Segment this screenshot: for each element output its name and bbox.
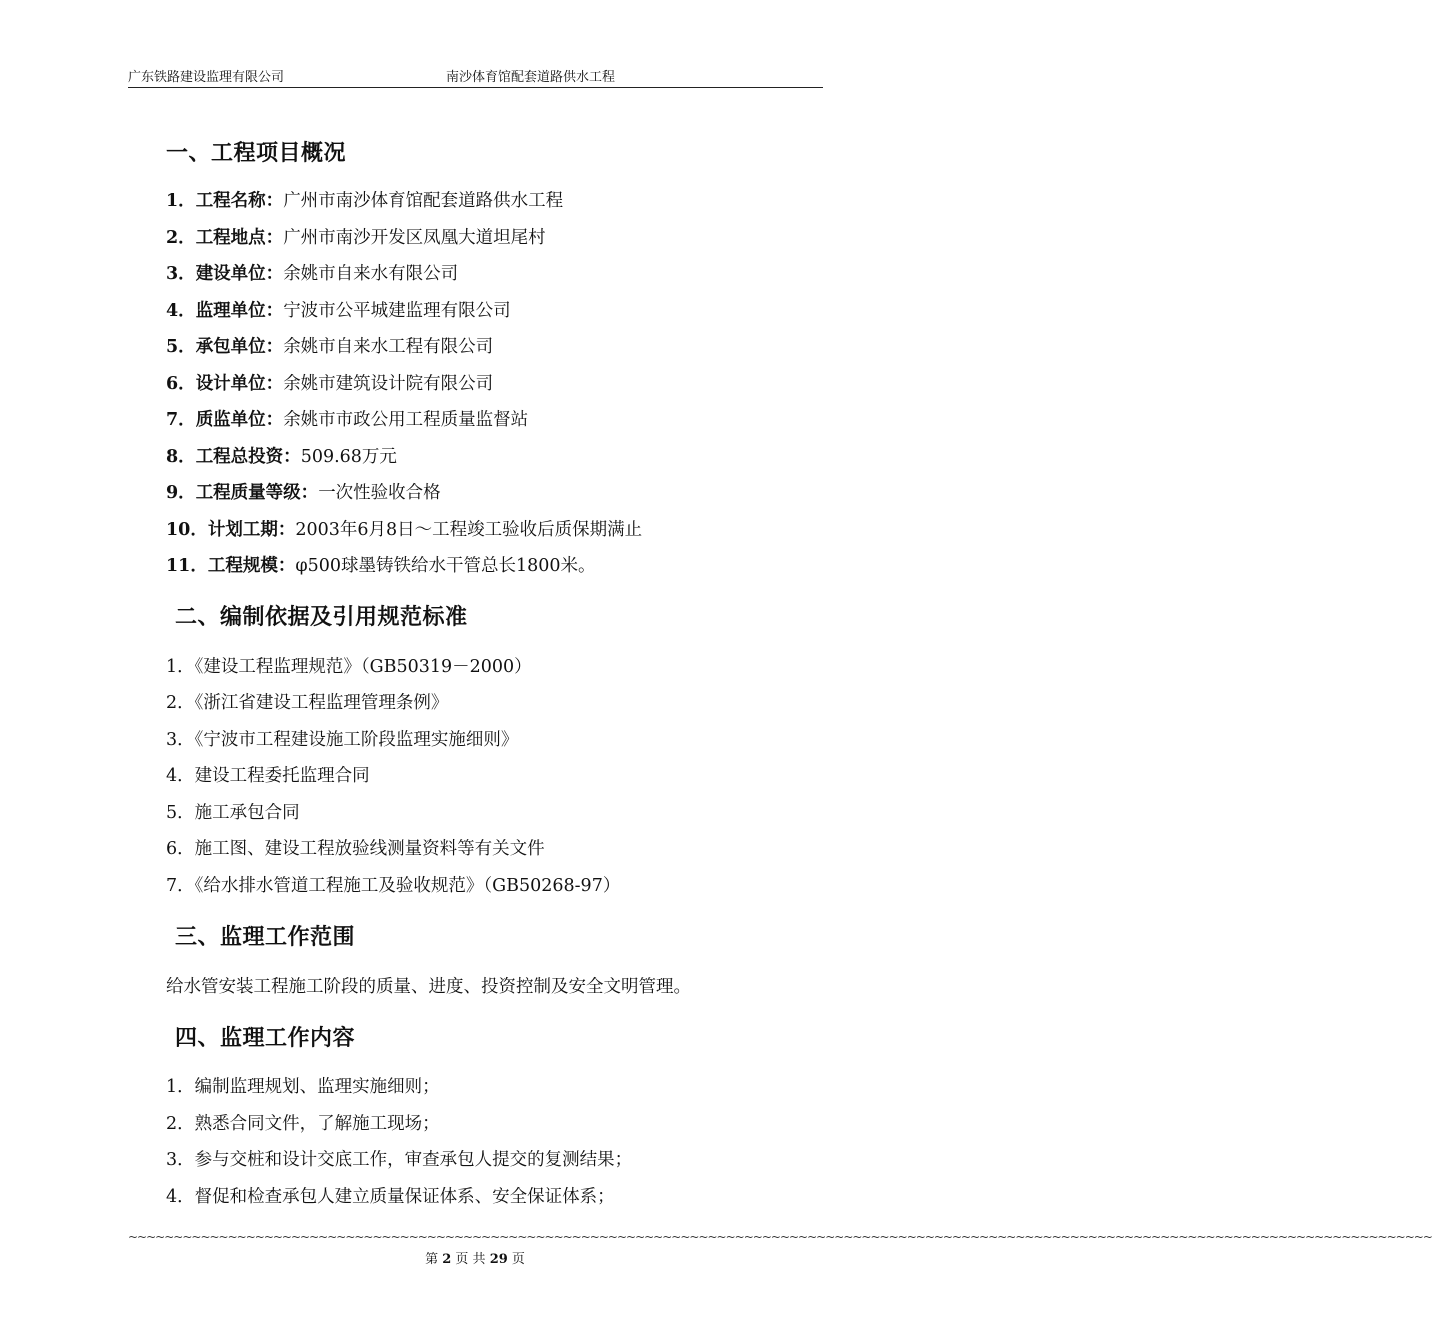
basis-item: 1．《建设工程监理规范》（GB50319－2000） xyxy=(166,657,532,677)
basis-item: 2．《浙江省建设工程监理管理条例》 xyxy=(166,693,449,713)
page-header xyxy=(128,66,822,86)
header-divider xyxy=(128,87,823,88)
overview-item: 10．计划工期：2003年6月8日～工程竣工验收后质保期满止 xyxy=(166,520,643,540)
scope-text: 给水管安装工程施工阶段的质量、进度、投资控制及安全文明管理。 xyxy=(166,977,691,997)
overview-item: 3．建设单位：余姚市自来水有限公司 xyxy=(166,264,459,284)
footer-divider: ~~~~~~~~~~~~~~~~~~~~~~~~~~~~~~~~~~~~~~~~~~~~~~~~~~~~~~~~~~~~~~~~~~~~~~~~~~~~~~~~~~~~~~~~~~~~~~~~~~~~~~~~~~~~~~~~~~~~~~~~~~~~~~~~~~~~~~~~~~~~~~~~ xyxy=(128,1230,1432,1244)
overview-item: 6．设计单位：余姚市建筑设计院有限公司 xyxy=(166,374,494,394)
basis-item: 3．《宁波市工程建设施工阶段监理实施细则》 xyxy=(166,730,519,750)
overview-item: 4．监理单位：宁波市公平城建监理有限公司 xyxy=(166,301,511,321)
content-item: 3．参与交桩和设计交底工作，审查承包人提交的复测结果； xyxy=(166,1150,633,1170)
basis-item: 6．施工图、建设工程放验线测量资料等有关文件 xyxy=(166,839,545,859)
page-number: 第 2 页 共 29 页 xyxy=(425,1252,525,1267)
basis-item: 5．施工承包合同 xyxy=(166,803,300,823)
header-project: 南沙体育馆配套道路供水工程 xyxy=(446,70,616,85)
section-title-content: 四、监理工作内容 xyxy=(175,1026,356,1051)
section-title-scope: 三、监理工作范围 xyxy=(175,925,356,950)
overview-item: 5．承包单位：余姚市自来水工程有限公司 xyxy=(166,337,494,357)
overview-item: 11．工程规模：φ500球墨铸铁给水干管总长1800米。 xyxy=(166,556,596,576)
header-company: 广东铁路建设监理有限公司 xyxy=(128,70,285,85)
content-item: 4．督促和检查承包人建立质量保证体系、安全保证体系； xyxy=(166,1187,615,1207)
overview-item: 8．工程总投资：509.68万元 xyxy=(166,447,397,467)
overview-item: 7．质监单位：余姚市市政公用工程质量监督站 xyxy=(166,410,529,430)
section-title-basis: 二、编制依据及引用规范标准 xyxy=(175,605,468,630)
overview-item: 1．工程名称：广州市南沙体育馆配套道路供水工程 xyxy=(166,191,564,211)
content-item: 2．熟悉合同文件，了解施工现场； xyxy=(166,1114,440,1134)
basis-item: 7．《给水排水管道工程施工及验收规范》（GB50268-97） xyxy=(166,876,621,896)
overview-item: 9．工程质量等级：一次性验收合格 xyxy=(166,483,441,503)
content-item: 1．编制监理规划、监理实施细则； xyxy=(166,1077,440,1097)
basis-item: 4．建设工程委托监理合同 xyxy=(166,766,370,786)
overview-item: 2．工程地点：广州市南沙开发区凤凰大道坦尾村 xyxy=(166,228,546,248)
section-title-overview: 一、工程项目概况 xyxy=(166,141,347,166)
